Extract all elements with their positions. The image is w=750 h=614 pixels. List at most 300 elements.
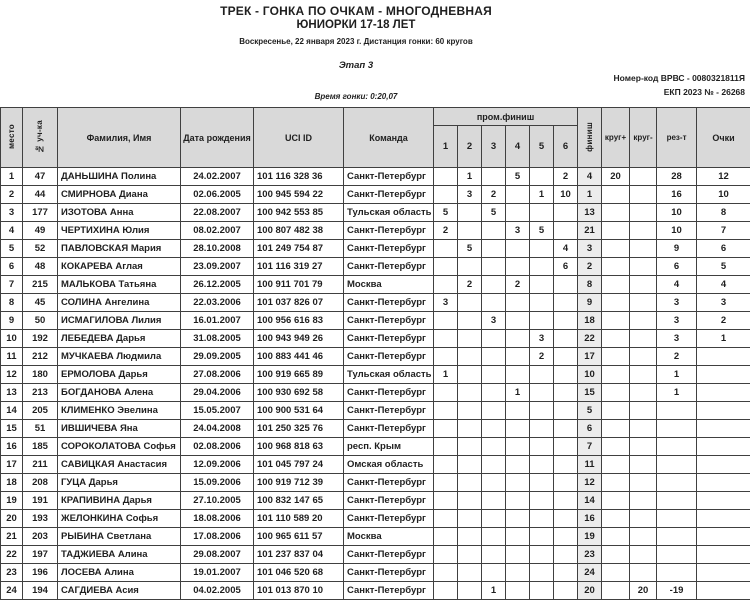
- cell-place: 10: [1, 330, 23, 348]
- cell-lap-plus: [602, 222, 630, 240]
- cell-points: [697, 438, 750, 456]
- cell-finish: 1: [578, 186, 602, 204]
- cell-lap-plus: [602, 492, 630, 510]
- cell-dob: 29.09.2005: [181, 348, 254, 366]
- cell-team: Санкт-Петербург: [344, 420, 434, 438]
- table-row: [1, 528, 750, 546]
- cell-sprint-5: [530, 384, 554, 402]
- cell-dob: 18.08.2006: [181, 510, 254, 528]
- cell-sprint-1: 1: [434, 366, 458, 384]
- cell-place: 13: [1, 384, 23, 402]
- cell-bib: 45: [23, 294, 58, 312]
- table-row: [1, 564, 750, 582]
- cell-uci-id: 100 945 594 22: [254, 186, 344, 204]
- col-header-place: место: [1, 108, 23, 168]
- cell-uci-id: 100 911 701 79: [254, 276, 344, 294]
- cell-points: [697, 492, 750, 510]
- cell-finish: 8: [578, 276, 602, 294]
- cell-uci-id: 100 930 692 58: [254, 384, 344, 402]
- cell-dob: 04.02.2005: [181, 582, 254, 600]
- col-header-sprint-6: 6: [554, 126, 578, 168]
- cell-sprint-1: [434, 384, 458, 402]
- cell-sprint-4: 3: [506, 222, 530, 240]
- table-row: [1, 420, 750, 438]
- cell-sprint-1: 3: [434, 294, 458, 312]
- cell-sprint-6: 4: [554, 240, 578, 258]
- cell-bib: 212: [23, 348, 58, 366]
- cell-sprint-5: [530, 240, 554, 258]
- cell-uci-id: 101 250 325 76: [254, 420, 344, 438]
- table-row: [1, 456, 750, 474]
- cell-sprint-3: [482, 330, 506, 348]
- cell-bib: 48: [23, 258, 58, 276]
- cell-sprint-3: [482, 492, 506, 510]
- cell-sprint-3: [482, 348, 506, 366]
- cell-name: ЕРМОЛОВА Дарья: [58, 366, 181, 384]
- cell-lap-plus: [602, 438, 630, 456]
- cell-sprint-6: [554, 456, 578, 474]
- table-row: [1, 546, 750, 564]
- cell-sprint-1: [434, 312, 458, 330]
- cell-sprint-2: 5: [458, 240, 482, 258]
- cell-result: [657, 438, 697, 456]
- cell-points: [697, 564, 750, 582]
- cell-result: 6: [657, 258, 697, 276]
- cell-team: Санкт-Петербург: [344, 258, 434, 276]
- cell-lap-plus: [602, 204, 630, 222]
- cell-dob: 16.01.2007: [181, 312, 254, 330]
- date-distance-line: Воскресенье, 22 января 2023 г. Дистанция гонки: 60 кругов: [239, 37, 473, 46]
- cell-sprint-3: [482, 564, 506, 582]
- cell-sprint-3: 5: [482, 204, 506, 222]
- col-header-team: Команда: [344, 108, 434, 168]
- table-row: [1, 510, 750, 528]
- cell-place: 14: [1, 402, 23, 420]
- cell-sprint-4: [506, 528, 530, 546]
- cell-lap-minus: [630, 204, 657, 222]
- cell-team: Санкт-Петербург: [344, 294, 434, 312]
- cell-lap-minus: [630, 366, 657, 384]
- ekp-code: ЕКП 2023 № - 26268: [663, 87, 745, 97]
- cell-lap-plus: [602, 528, 630, 546]
- cell-finish: 21: [578, 222, 602, 240]
- cell-points: 6: [697, 240, 750, 258]
- cell-sprint-3: [482, 240, 506, 258]
- cell-sprint-3: [482, 402, 506, 420]
- cell-sprint-3: [482, 510, 506, 528]
- col-header-sprint-1: 1: [434, 126, 458, 168]
- cell-sprint-4: [506, 546, 530, 564]
- cell-team: Санкт-Петербург: [344, 582, 434, 600]
- cell-sprint-4: [506, 312, 530, 330]
- cell-lap-minus: [630, 276, 657, 294]
- cell-sprint-2: [458, 222, 482, 240]
- cell-dob: 22.03.2006: [181, 294, 254, 312]
- cell-sprint-1: 5: [434, 204, 458, 222]
- cell-sprint-3: [482, 546, 506, 564]
- cell-lap-minus: [630, 240, 657, 258]
- cell-sprint-6: [554, 294, 578, 312]
- cell-sprint-4: [506, 438, 530, 456]
- cell-sprint-1: [434, 240, 458, 258]
- cell-uci-id: 100 942 553 85: [254, 204, 344, 222]
- cell-lap-minus: [630, 564, 657, 582]
- cell-points: [697, 384, 750, 402]
- cell-place: 16: [1, 438, 23, 456]
- cell-sprint-3: [482, 222, 506, 240]
- cell-name: ТАДЖИЕВА Алина: [58, 546, 181, 564]
- cell-place: 11: [1, 348, 23, 366]
- cell-team: Тульская область: [344, 366, 434, 384]
- cell-sprint-6: [554, 564, 578, 582]
- cell-dob: 15.05.2007: [181, 402, 254, 420]
- cell-dob: 24.04.2008: [181, 420, 254, 438]
- cell-sprint-2: 3: [458, 186, 482, 204]
- cell-result: 1: [657, 384, 697, 402]
- table-row: [1, 294, 750, 312]
- cell-sprint-6: [554, 330, 578, 348]
- cell-place: 4: [1, 222, 23, 240]
- cell-sprint-4: [506, 420, 530, 438]
- table-row: [1, 204, 750, 222]
- table-row: [1, 186, 750, 204]
- cell-name: ПАВЛОВСКАЯ Мария: [58, 240, 181, 258]
- cell-points: 7: [697, 222, 750, 240]
- cell-result: 9: [657, 240, 697, 258]
- cell-uci-id: 101 045 797 24: [254, 456, 344, 474]
- col-header-name: Фамилия, Имя: [58, 108, 181, 168]
- cell-sprint-3: 3: [482, 312, 506, 330]
- cell-bib: 205: [23, 402, 58, 420]
- cell-finish: 10: [578, 366, 602, 384]
- cell-sprint-4: 5: [506, 168, 530, 186]
- cell-sprint-5: [530, 438, 554, 456]
- cell-lap-plus: [602, 564, 630, 582]
- cell-result: -19: [657, 582, 697, 600]
- cell-lap-plus: [602, 348, 630, 366]
- cell-sprint-3: [482, 384, 506, 402]
- cell-dob: 29.08.2007: [181, 546, 254, 564]
- cell-sprint-4: [506, 204, 530, 222]
- cell-result: 3: [657, 330, 697, 348]
- cell-team: Санкт-Петербург: [344, 312, 434, 330]
- cell-team: Санкт-Петербург: [344, 222, 434, 240]
- cell-lap-plus: [602, 420, 630, 438]
- col-header-intermediate-finishes: пром.финиш: [434, 108, 578, 126]
- cell-lap-plus: [602, 186, 630, 204]
- cell-finish: 4: [578, 168, 602, 186]
- cell-sprint-3: [482, 474, 506, 492]
- cell-sprint-5: [530, 528, 554, 546]
- cell-result: 3: [657, 294, 697, 312]
- cell-result: [657, 474, 697, 492]
- cell-points: 12: [697, 168, 750, 186]
- cell-lap-minus: 20: [630, 582, 657, 600]
- col-header-finish: финиш: [578, 108, 602, 168]
- cell-name: ИЗОТОВА Анна: [58, 204, 181, 222]
- event-codes: [614, 71, 745, 99]
- cell-name: ГУЦА Дарья: [58, 474, 181, 492]
- cell-finish: 18: [578, 312, 602, 330]
- cell-sprint-6: [554, 492, 578, 510]
- cell-bib: 197: [23, 546, 58, 564]
- cell-dob: 31.08.2005: [181, 330, 254, 348]
- cell-finish: 11: [578, 456, 602, 474]
- cell-sprint-2: [458, 528, 482, 546]
- cell-lap-minus: [630, 420, 657, 438]
- cell-sprint-3: [482, 420, 506, 438]
- cell-place: 5: [1, 240, 23, 258]
- cell-name: ЛОСЕВА Алина: [58, 564, 181, 582]
- cell-sprint-5: 3: [530, 330, 554, 348]
- cell-sprint-4: [506, 366, 530, 384]
- cell-uci-id: 100 919 665 89: [254, 366, 344, 384]
- cell-sprint-5: [530, 402, 554, 420]
- cell-sprint-4: [506, 456, 530, 474]
- cell-sprint-5: [530, 276, 554, 294]
- cell-sprint-1: [434, 168, 458, 186]
- cell-sprint-2: [458, 546, 482, 564]
- cell-bib: 44: [23, 186, 58, 204]
- cell-result: 2: [657, 348, 697, 366]
- cell-sprint-4: [506, 348, 530, 366]
- cell-name: КЛИМЕНКО Эвелина: [58, 402, 181, 420]
- cell-sprint-1: [434, 510, 458, 528]
- cell-sprint-1: [434, 564, 458, 582]
- cell-sprint-5: [530, 546, 554, 564]
- cell-finish: 15: [578, 384, 602, 402]
- cell-place: 7: [1, 276, 23, 294]
- cell-team: Санкт-Петербург: [344, 492, 434, 510]
- cell-name: ЛЕБЕДЕВА Дарья: [58, 330, 181, 348]
- cell-sprint-4: [506, 330, 530, 348]
- cell-sprint-3: 1: [482, 582, 506, 600]
- cell-uci-id: 101 013 870 10: [254, 582, 344, 600]
- col-header-points: Очки: [697, 108, 750, 168]
- cell-bib: 192: [23, 330, 58, 348]
- cell-result: 4: [657, 276, 697, 294]
- cell-points: 3: [697, 294, 750, 312]
- cell-points: [697, 546, 750, 564]
- table-row: [1, 438, 750, 456]
- col-header-result: рез-т: [657, 108, 697, 168]
- cell-place: 6: [1, 258, 23, 276]
- race-time-label: Время гонки: 0:20,07: [314, 92, 398, 101]
- cell-finish: 14: [578, 492, 602, 510]
- cell-bib: 49: [23, 222, 58, 240]
- cell-result: 10: [657, 204, 697, 222]
- cell-lap-minus: [630, 474, 657, 492]
- cell-sprint-5: [530, 366, 554, 384]
- cell-finish: 17: [578, 348, 602, 366]
- cell-uci-id: 100 900 531 64: [254, 402, 344, 420]
- cell-sprint-5: [530, 312, 554, 330]
- cell-place: 8: [1, 294, 23, 312]
- cell-points: [697, 348, 750, 366]
- cell-lap-plus: [602, 276, 630, 294]
- cell-dob: 02.08.2006: [181, 438, 254, 456]
- cell-sprint-4: [506, 510, 530, 528]
- cell-team: Москва: [344, 276, 434, 294]
- cell-uci-id: 100 919 712 39: [254, 474, 344, 492]
- cell-points: [697, 420, 750, 438]
- cell-bib: 203: [23, 528, 58, 546]
- cell-sprint-6: [554, 204, 578, 222]
- cell-dob: 22.08.2007: [181, 204, 254, 222]
- cell-uci-id: 101 116 328 36: [254, 168, 344, 186]
- cell-points: 5: [697, 258, 750, 276]
- cell-sprint-6: [554, 348, 578, 366]
- table-row: [1, 492, 750, 510]
- table-row: [1, 474, 750, 492]
- cell-lap-minus: [630, 510, 657, 528]
- cell-sprint-2: [458, 582, 482, 600]
- cell-lap-minus: [630, 168, 657, 186]
- cell-sprint-6: 6: [554, 258, 578, 276]
- vrvs-code: Номер-код ВРВС - 0080321811Я: [613, 73, 745, 83]
- cell-result: 16: [657, 186, 697, 204]
- cell-uci-id: 100 956 616 83: [254, 312, 344, 330]
- cell-sprint-2: [458, 492, 482, 510]
- cell-finish: 19: [578, 528, 602, 546]
- results-body: [1, 168, 750, 600]
- cell-points: 8: [697, 204, 750, 222]
- cell-name: САГДИЕВА Асия: [58, 582, 181, 600]
- cell-sprint-6: [554, 510, 578, 528]
- cell-place: 18: [1, 474, 23, 492]
- table-row: [1, 384, 750, 402]
- cell-place: 2: [1, 186, 23, 204]
- cell-team: Санкт-Петербург: [344, 402, 434, 420]
- cell-bib: 208: [23, 474, 58, 492]
- cell-name: ИСМАГИЛОВА Лилия: [58, 312, 181, 330]
- cell-sprint-4: [506, 240, 530, 258]
- cell-dob: 19.01.2007: [181, 564, 254, 582]
- cell-sprint-5: 2: [530, 348, 554, 366]
- cell-sprint-3: [482, 456, 506, 474]
- cell-name: БОГДАНОВА Алена: [58, 384, 181, 402]
- cell-sprint-3: [482, 528, 506, 546]
- cell-sprint-2: 2: [458, 276, 482, 294]
- cell-sprint-1: 2: [434, 222, 458, 240]
- cell-finish: 23: [578, 546, 602, 564]
- cell-sprint-5: [530, 510, 554, 528]
- cell-sprint-2: [458, 510, 482, 528]
- table-row: [1, 348, 750, 366]
- cell-dob: 17.08.2006: [181, 528, 254, 546]
- cell-points: [697, 528, 750, 546]
- table-row: [1, 330, 750, 348]
- cell-lap-minus: [630, 294, 657, 312]
- cell-points: [697, 510, 750, 528]
- cell-uci-id: 101 249 754 87: [254, 240, 344, 258]
- cell-sprint-5: [530, 582, 554, 600]
- cell-name: СОРОКОЛАТОВА Софья: [58, 438, 181, 456]
- cell-place: 21: [1, 528, 23, 546]
- cell-result: [657, 492, 697, 510]
- cell-bib: 196: [23, 564, 58, 582]
- cell-sprint-5: [530, 168, 554, 186]
- cell-sprint-2: [458, 312, 482, 330]
- cell-finish: 6: [578, 420, 602, 438]
- cell-uci-id: 101 116 319 27: [254, 258, 344, 276]
- col-header-sprint-2: 2: [458, 126, 482, 168]
- cell-lap-plus: [602, 330, 630, 348]
- cell-sprint-1: [434, 402, 458, 420]
- cell-result: 3: [657, 312, 697, 330]
- cell-sprint-6: [554, 582, 578, 600]
- cell-lap-minus: [630, 492, 657, 510]
- cell-dob: 27.10.2005: [181, 492, 254, 510]
- cell-name: РЫБИНА Светлана: [58, 528, 181, 546]
- cell-bib: 52: [23, 240, 58, 258]
- cell-sprint-6: [554, 546, 578, 564]
- cell-dob: 24.02.2007: [181, 168, 254, 186]
- cell-sprint-2: [458, 366, 482, 384]
- cell-lap-plus: [602, 258, 630, 276]
- cell-sprint-6: [554, 312, 578, 330]
- cell-name: ДАНЬШИНА Полина: [58, 168, 181, 186]
- cell-lap-minus: [630, 384, 657, 402]
- cell-sprint-2: [458, 420, 482, 438]
- cell-finish: 16: [578, 510, 602, 528]
- col-header-lap-minus: круг-: [630, 108, 657, 168]
- cell-result: [657, 564, 697, 582]
- cell-lap-plus: [602, 510, 630, 528]
- cell-sprint-3: [482, 294, 506, 312]
- table-row: [1, 366, 750, 384]
- cell-team: Санкт-Петербург: [344, 510, 434, 528]
- cell-dob: 28.10.2008: [181, 240, 254, 258]
- col-header-sprint-4: 4: [506, 126, 530, 168]
- cell-place: 23: [1, 564, 23, 582]
- cell-finish: 24: [578, 564, 602, 582]
- cell-bib: 213: [23, 384, 58, 402]
- cell-sprint-2: [458, 348, 482, 366]
- cell-sprint-1: [434, 276, 458, 294]
- cell-sprint-4: 2: [506, 276, 530, 294]
- cell-uci-id: 100 968 818 63: [254, 438, 344, 456]
- cell-sprint-4: [506, 582, 530, 600]
- cell-sprint-5: [530, 420, 554, 438]
- cell-dob: 29.04.2006: [181, 384, 254, 402]
- cell-lap-plus: [602, 294, 630, 312]
- cell-finish: 5: [578, 402, 602, 420]
- table-row: [1, 258, 750, 276]
- cell-result: 28: [657, 168, 697, 186]
- cell-team: Омская область: [344, 456, 434, 474]
- cell-sprint-3: [482, 438, 506, 456]
- cell-name: МУЧКАЕВА Людмила: [58, 348, 181, 366]
- cell-lap-minus: [630, 186, 657, 204]
- cell-lap-plus: [602, 474, 630, 492]
- cell-lap-minus: [630, 348, 657, 366]
- cell-bib: 211: [23, 456, 58, 474]
- cell-sprint-6: [554, 402, 578, 420]
- cell-lap-minus: [630, 456, 657, 474]
- cell-dob: 26.12.2005: [181, 276, 254, 294]
- table-row: [1, 240, 750, 258]
- cell-lap-plus: [602, 384, 630, 402]
- cell-sprint-4: [506, 402, 530, 420]
- cell-points: 2: [697, 312, 750, 330]
- cell-lap-plus: [602, 456, 630, 474]
- cell-dob: 23.09.2007: [181, 258, 254, 276]
- cell-sprint-2: [458, 294, 482, 312]
- cell-sprint-3: [482, 258, 506, 276]
- category-title: ЮНИОРКИ 17-18 ЛЕТ: [296, 19, 416, 31]
- cell-bib: 194: [23, 582, 58, 600]
